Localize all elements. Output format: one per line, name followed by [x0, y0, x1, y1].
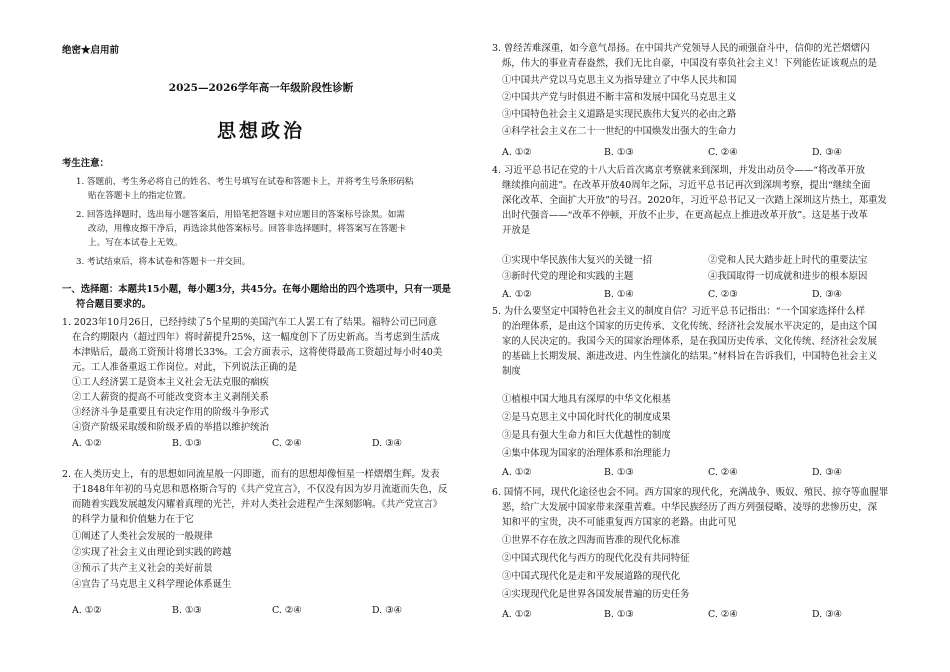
q3-item: ④科学社会主义在二十一世纪的中国焕发出强大的生命力: [502, 126, 737, 137]
q1-item: ③经济斗争是重要且有决定作用的阶级斗争形式: [72, 407, 269, 418]
notice-line: 2. 回答选择题时，选出每小题答案后，用铅笔把答题卡对应题目的答案标号涂黑。如需: [76, 210, 405, 220]
q3-item: ③中国特色社会主义道路是实现民族伟大复兴的必由之路: [502, 109, 737, 120]
option-b[interactable]: B. ①④: [604, 289, 634, 300]
option-a[interactable]: A. ①②: [502, 467, 532, 478]
option-a[interactable]: A. ①②: [502, 147, 532, 158]
q6-stem: 6. 国情不同，现代化途径也会不同。西方国家的现代化，充满战争、贩奴、殖民、掠夺等血腥罪: [492, 487, 889, 498]
q4-item: ②党和人民大踏步赶上时代的重要法宝: [708, 255, 868, 266]
option-d[interactable]: D. ③④: [812, 147, 842, 158]
option-d[interactable]: D. ③④: [812, 289, 842, 300]
q5-item: ④集中体现为国家的治理体系和治理能力: [502, 448, 671, 459]
q6-item: ③中国式现代化是走和平发展道路的现代化: [502, 571, 681, 582]
option-c[interactable]: C. ②④: [272, 438, 302, 449]
option-b[interactable]: B. ①③: [172, 605, 202, 616]
q4-stem: 4. 习近平总书记在党的十八大后首次离京考察就来到深圳，并发出动员令——“将改革开放: [492, 165, 865, 176]
section-line: 一、选择题：本题共15小题，每小题3分，共45分。在每小题给出的四个选项中，只有一项是: [62, 284, 451, 295]
q4-item: ①实现中华民族伟大复兴的关键一招: [502, 255, 653, 266]
q3-item: ②中国共产党与时俱进不断丰富和发展中国化马克思主义: [502, 92, 737, 103]
option-d[interactable]: D. ③④: [812, 467, 842, 478]
q1-stem: 元。工人准备重返工作岗位。对此，下列说法正确的是: [72, 362, 298, 373]
q2-stem: 的科学力量和价值魅力在于它: [72, 514, 194, 525]
q1-item: ②工人薪资的提高不可能改变资本主义剥削关系: [72, 392, 269, 403]
q4-stem: 继续推向前进”。在改革开放40周年之际，习近平总书记再次到深圳考察，提出“继续全面: [502, 180, 871, 191]
subject-title: 思想政治: [216, 120, 305, 142]
option-a[interactable]: A. ①②: [72, 438, 102, 449]
notice-line: 贴在答题卡上的指定位置。: [88, 191, 192, 201]
option-b[interactable]: B. ①③: [604, 467, 634, 478]
q2-item: ④宣告了马克思主义科学理论体系诞生: [72, 579, 232, 590]
q2-item: ③预示了共产主义社会的美好前景: [72, 563, 213, 574]
option-b[interactable]: B. ①③: [172, 438, 202, 449]
section-line: 符合题目要求的。: [76, 299, 152, 310]
option-c[interactable]: C. ②④: [708, 147, 738, 158]
notice-line: 3. 考试结束后，将本试卷和答题卡一并交回。: [76, 257, 251, 267]
q1-item: ①工人经济罢工是资本主义社会无法克服的痼疾: [72, 377, 269, 388]
q4-stem: 开放是: [502, 225, 531, 236]
q6-stem: 知和平的宝贵，决不可能重复西方国家的老路。由此可见: [502, 517, 737, 528]
notice-line: 改动，用橡皮擦干净后，再选涂其他答案标号。回答非选择题时，将答案写在答题卡: [88, 224, 406, 234]
q5-stem: 制度: [502, 366, 521, 377]
option-c[interactable]: C. ②④: [272, 605, 302, 616]
q5-stem: 的治理体系，是由这个国家的历史传承、文化传统、经济社会发展水平决定的，是由这个国: [502, 321, 878, 332]
q4-stem: 出时代强音——“改革不停顿，开放不止步，在更高起点上推进改革开放”。这是基于改革: [502, 210, 868, 221]
option-d[interactable]: D. ③④: [372, 438, 402, 449]
option-c[interactable]: C. ②③: [708, 289, 738, 300]
notice-line: 1. 答题前，考生务必将自己的姓名、考生号填写在试卷和答题卡上，并将考生号条形码粘: [76, 177, 414, 187]
q2-stem: 2. 在人类历史上，有的思想如同流星般一闪即逝，而有的思想却像恒星一样熠熠生辉。发表: [62, 469, 440, 480]
q2-stem: 而随着实践发展越发闪耀着真理的光芒，并对人类社会进程产生深刻影响。《共产党宣言》: [72, 499, 443, 510]
q6-item: ①世界不存在放之四海而皆准的现代化标准: [502, 535, 681, 546]
notice-line: 上。写在本试卷上无效。: [88, 238, 183, 248]
option-b[interactable]: B. ①③: [604, 609, 634, 620]
q6-stem: 恶，给广大发展中国家带来深重苦难。中华民族经历了西方列强侵略、凌辱的悲惨历史，深: [502, 502, 878, 513]
q1-stem: 本津贴后，最高工资预计将增长33%。工会方面表示，这将使得最高工资超过每小时40美: [72, 347, 443, 358]
q1-stem: 1. 2023年10月26日，已经持续了5个星期的美国汽车工人罢工有了结果。福特公司已同意: [62, 317, 437, 328]
option-d[interactable]: D. ③④: [372, 605, 402, 616]
confidential-mark: 绝密★启用前: [62, 45, 120, 56]
option-a[interactable]: A. ①②: [502, 609, 532, 620]
q5-item: ①植根中国大地具有深厚的中华文化根基: [502, 394, 671, 405]
q4-stem: 深化改革、全面扩大开放”的号召。2020年，习近平总书记又一次踏上深圳这片热土，郑重发: [502, 195, 887, 206]
q3-stem: 3. 曾经苦难深重，如今意气昂扬。在中国共产党领导人民的顽强奋斗中，信仰的光芒熠熠闪: [492, 43, 870, 54]
exam-title: 2025—2026学年高一年级阶段性诊断: [168, 82, 354, 94]
q5-stem: 5. 为什么要坚定中国特色社会主义的制度自信？习近平总书记指出：“一个国家选择什么样: [492, 306, 865, 317]
q2-item: ①阐述了人类社会发展的一般规律: [72, 531, 213, 542]
q1-item: ④资产阶级采取缓和阶级矛盾的举措以维护统治: [72, 422, 269, 433]
notice-title: 考生注意：: [62, 158, 109, 169]
option-c[interactable]: C. ②④: [708, 467, 738, 478]
q4-item: ③新时代党的理论和实践的主题: [502, 271, 634, 282]
q4-item: ④我国取得一切成就和进步的根本原因: [708, 271, 868, 282]
q5-stem: 家的人民决定的。我国今天的国家治理体系，是在我国历史传承、文化传统、经济社会发展: [502, 336, 878, 347]
q6-item: ④实现现代化是世界各国发展普遍的历史任务: [502, 589, 690, 600]
q5-stem: 的基础上长期发展、渐进改进、内生性演化的结果。”材料旨在告诉我们，中国特色社会主义: [502, 351, 878, 362]
q2-stem: 于1848年年初的马克思和恩格斯合写的《共产党宣言》，不仅没有因为岁月流逝而失色，反: [72, 484, 448, 495]
q3-stem: 烁，伟大的事业青春盎然，我们无比自豪，中国没有辜负社会主义！下列能佐证该观点的是: [502, 58, 878, 69]
q5-item: ②是马克思主义中国化时代化的制度成果: [502, 412, 671, 423]
q6-item: ②中国式现代化与西方的现代化没有共同特征: [502, 553, 690, 564]
q5-item: ③是具有强大生命力和巨大优越性的制度: [502, 430, 671, 441]
option-a[interactable]: A. ①②: [72, 605, 102, 616]
option-b[interactable]: B. ①③: [604, 147, 634, 158]
option-a[interactable]: A. ①②: [502, 289, 532, 300]
q1-stem: 在合约期限内（超过四年）将时薪提升25%，这一幅度创下了历史新高。当考虑到生活成: [72, 332, 440, 343]
option-c[interactable]: C. ②④: [708, 609, 738, 620]
q2-item: ②实现了社会主义由理论到实践的跨越: [72, 547, 232, 558]
q3-item: ①中国共产党以马克思主义为指导建立了中华人民共和国: [502, 75, 737, 86]
option-d[interactable]: D. ③④: [812, 609, 842, 620]
